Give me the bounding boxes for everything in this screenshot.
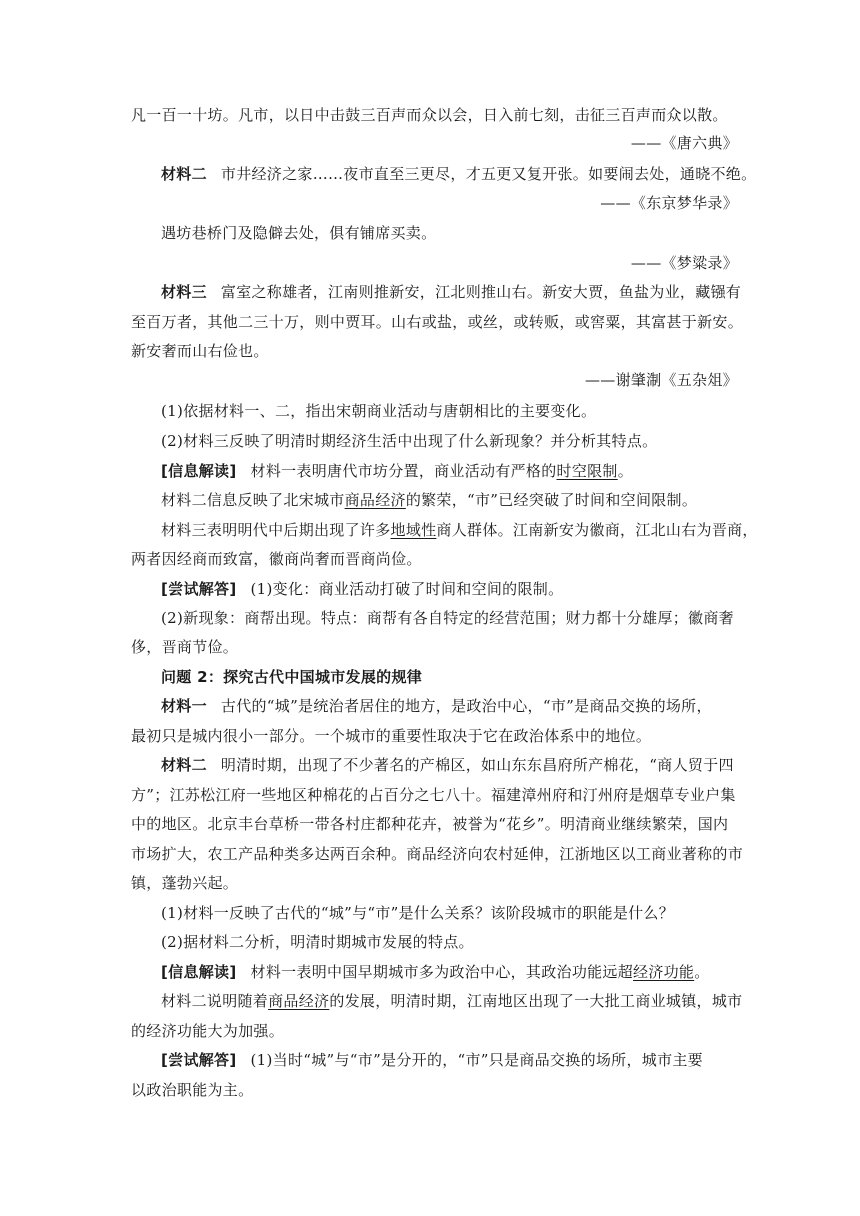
source-tang-liudian: ——《唐六典》: [630, 134, 738, 152]
q2-info-reading-2: [161, 991, 742, 1011]
keyword-time-space-limit: 时空限制: [556, 462, 618, 480]
q2-info-reading-label: [信息解读]: [161, 963, 237, 981]
answer-1: [161, 579, 563, 599]
source-mengliang: ——《梦粱录》: [630, 254, 738, 272]
info-reading-text: 材料三表明明代中后期出现了许多: [161, 521, 391, 539]
q2-answer-label: [尝试解答]: [161, 1051, 237, 1069]
q2-material-1-line-1: [161, 696, 712, 716]
question-2-heading: 问题 2：探究古代中国城市发展的规律: [161, 668, 423, 686]
q2-answer-text: (1)当时“城”与“市”是分开的，“市”只是商品交换的场所，城市主要: [250, 1051, 703, 1069]
q2-material-2-label: 材料二: [161, 756, 207, 774]
info-reading-text: 的繁荣，“市”已经突破了时间和空间限制。: [405, 491, 698, 509]
q2-material-2-line-2: 方”；江苏松江府一些地区种棉花的占百分之七八十。福建漳州府和汀州府是烟草专业户集: [131, 786, 736, 804]
info-reading-label: [信息解读]: [161, 462, 237, 480]
info-reading-text: 商人群体。江南新安为徽商，江北山右为晋商，: [436, 521, 758, 539]
info-reading-2: [161, 490, 697, 510]
q2-info-text: 的发展，明清时期，江南地区出现了一大批工商业城镇，城市: [329, 992, 743, 1010]
q2-material-1-line-2: 最初只是城内很小一部分。一个城市的重要性取决于它在政治体系中的地位。: [131, 727, 652, 745]
q2-material-2-line-5: 镇，蓬勃兴起。: [131, 874, 239, 892]
material-3-line-1: [161, 282, 741, 302]
answer-2-cont: 侈，晋商节俭。: [131, 638, 239, 656]
question-1-ask-1: (1)依据材料一、二，指出宋朝商业活动与唐朝相比的主要变化。: [161, 402, 597, 420]
q2-info-punct: 。: [694, 963, 710, 981]
answer-text: (1)变化：商业活动打破了时间和空间的限制。: [250, 580, 564, 598]
q2-material-1-label: 材料一: [161, 697, 207, 715]
source-dongjing: ——《东京梦华录》: [600, 194, 738, 212]
q2-answer-1-cont: 以政治职能为主。: [131, 1081, 254, 1099]
material-2-text-2: 遇坊巷桥门及隐僻去处，俱有铺席买卖。: [161, 224, 437, 242]
material-3-line-2: 至百万者，其他二三十万，则中贾耳。山右或盐，或丝，或转贩，或窖粟，其富甚于新安。: [131, 313, 744, 331]
q2-info-text: 材料二说明随着: [161, 992, 269, 1010]
material-3-label: 材料三: [161, 283, 207, 301]
info-reading-3: [161, 520, 758, 540]
material-2-label: 材料二: [161, 165, 207, 183]
q2-material-2-line-4: 市场扩大，农工产品种类多达两百余种。商品经济向农村延伸，江浙地区以工商业著称的市: [131, 845, 744, 863]
info-reading-text: 材料一表明唐代市坊分置，商业活动有严格的: [250, 462, 557, 480]
question-2-ask-1: (1)材料一反映了古代的“城”与“市”是什么关系？该阶段城市的职能是什么？: [161, 904, 675, 922]
keyword-commodity-economy-2: 商品经济: [268, 992, 330, 1010]
q2-answer-1: [161, 1050, 703, 1070]
keyword-commodity-economy: 商品经济: [344, 491, 406, 509]
q2-info-text: 材料一表明中国早期城市多为政治中心，其政治功能远超: [250, 963, 634, 981]
info-reading-punct: 。: [617, 462, 634, 480]
question-1-ask-2: (2)材料三反映了明清时期经济生活中出现了什么新现象？并分析其特点。: [161, 432, 658, 450]
info-reading-1: [161, 461, 633, 481]
q2-material-2-line-1: [161, 755, 734, 775]
q2-material-2-line-3: 中的地区。北京丰台草桥一带各村庄都种花卉，被誉为“花乡”。明清商业继续繁荣，国内: [131, 815, 729, 833]
question-2-ask-2: (2)据材料二分析，明清时期城市发展的特点。: [161, 933, 474, 951]
q2-info-reading-2-cont: 的经济功能大为加强。: [131, 1022, 285, 1040]
info-reading-text: 材料二信息反映了北宋城市: [161, 491, 345, 509]
answer-label: [尝试解答]: [161, 580, 237, 598]
material-3-text-1: 富室之称雄者，江南则推新安，江北则推山右。新安大贾，鱼盐为业，藏镪有: [220, 283, 742, 301]
material-1-tail: 凡一百一十坊。凡市，以日中击鼓三百声而众以会，日入前七刻，击征三百声而众以散。: [131, 106, 728, 124]
material-2-text: 市井经济之家……夜市直至三更尽，才五更又复开张。如要闹去处，通晓不绝。: [220, 165, 757, 183]
material-2-line: [161, 164, 756, 184]
q2-info-reading-1: [161, 962, 710, 982]
source-wuzazu: ——谢肇淛《五杂俎》: [584, 371, 738, 389]
keyword-regional: 地域性: [390, 521, 437, 539]
q2-material-1-text: 古代的“城”是统治者居住的地方，是政治中心，“市”是商品交换的场所，: [220, 697, 712, 715]
material-3-line-3: 新安奢而山右俭也。: [131, 342, 269, 360]
answer-2: (2)新现象：商帮出现。特点：商帮有各自特定的经营范围；财力都十分雄厚；徽商奢: [161, 609, 734, 627]
info-reading-3-cont: 两者因经商而致富，徽商尚奢而晋商尚俭。: [131, 550, 422, 568]
q2-material-2-text: 明清时期，出现了不少著名的产棉区，如山东东昌府所产棉花，“商人贸于四: [220, 756, 734, 774]
keyword-economic-function: 经济功能: [633, 963, 695, 981]
